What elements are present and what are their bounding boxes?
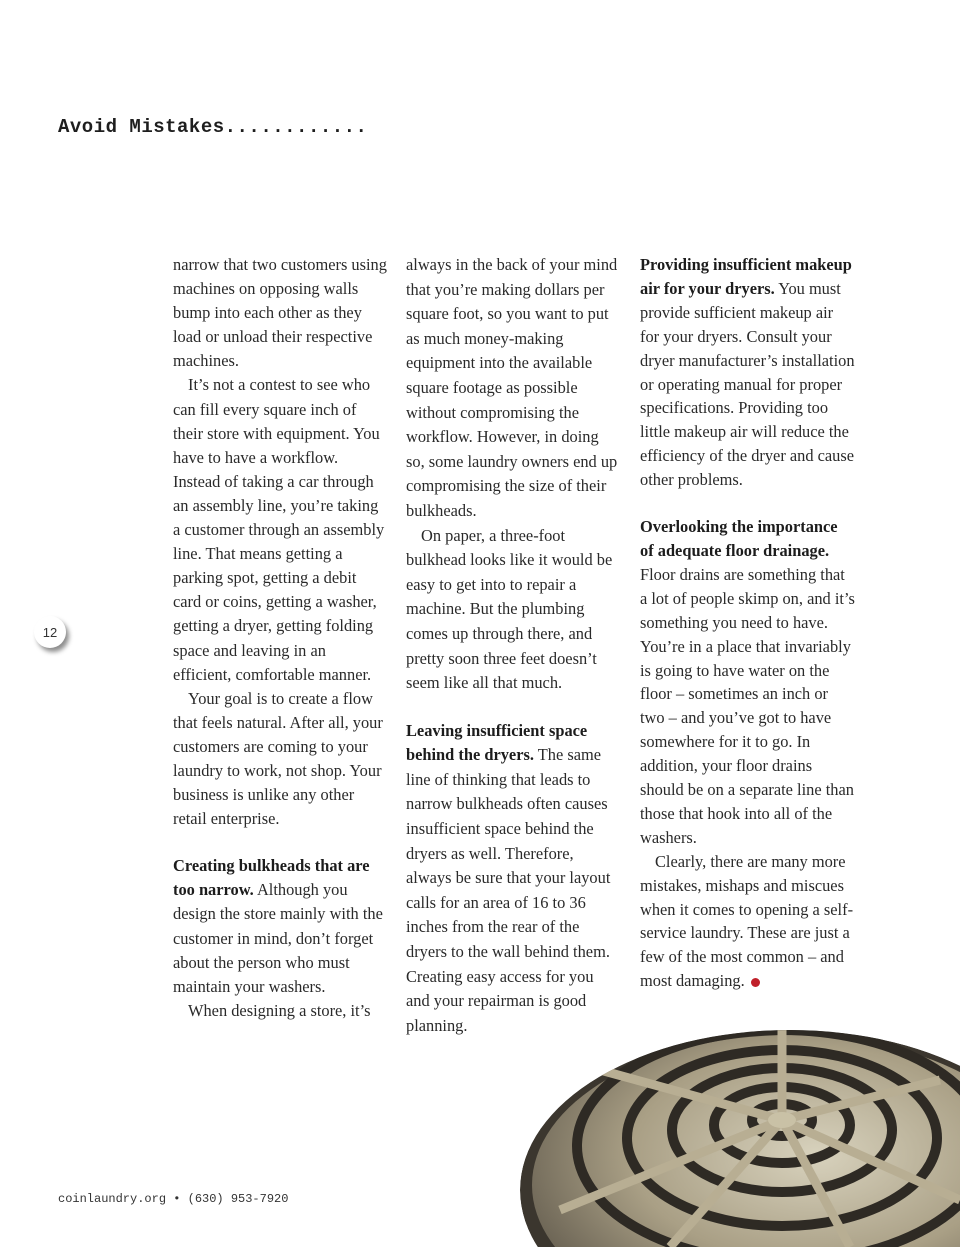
closing-paragraph — [640, 850, 855, 993]
floor-drain-image — [520, 1020, 960, 1247]
paragraph-text: Floor drains are something that a lot of people skimp on, and it’s something you need to have. You’re in a place that invariably is going to have water on the floor – sometimes an inch or two – and you’ve got to have somewhere for it to go. In addition, your floor drains should be on a separate line than those that hook into all of the washers. — [640, 564, 855, 847]
paragraph-text: Clearly, there are many more mistakes, mishaps and miscues when it comes to opening a self-service laundry. These are just a few of the most common – and most damaging. — [640, 851, 854, 991]
subheading-paragraph — [173, 854, 388, 999]
end-of-article-dot-icon — [751, 978, 760, 987]
subheading-paragraph — [406, 719, 618, 1039]
body-paragraph: When designing a store, it’s — [188, 1000, 371, 1020]
page-number-badge: 12 — [34, 616, 66, 648]
subheading-paragraph — [640, 253, 855, 492]
text-column-3 — [640, 253, 855, 993]
text-column-1 — [173, 253, 388, 1023]
section-title: Avoid Mistakes............ — [58, 116, 368, 138]
body-paragraph: Your goal is to create a flow that feels natural. After all, your customers are coming to your laundry to work, not shop. Your business is unlike any other retail enterprise. — [173, 688, 383, 829]
paragraph-text: The same line of thinking that leads to narrow bulkheads often causes insufficient space behind the dryers as well. Therefore, always be sure that your layout calls for an area of 16 to 36 inches from the rear of the dryers to the wall behind them. Creating easy access for you and your repairman is good planning. — [406, 745, 611, 1035]
body-paragraph: narrow that two customers using machines on opposing walls bump into each other as they load or unload their respective machines. — [173, 255, 387, 371]
subheading-lead: Overlooking the importance of adequate floor drainage. — [640, 517, 838, 560]
subheading-lead: Leaving insufficient space behind the dryers. — [406, 720, 588, 765]
body-paragraph: always in the back of your mind that you’re making dollars per square foot, so you want to put as much money-making equipment into the available square footage as possible without compromising the workflow. However, in doing so, some laundry owners end up compromising the size of their bulkheads. — [406, 255, 618, 520]
paragraph-text: Although you design the store mainly with the customer in mind, don’t forget about the person who must maintain your washers. — [173, 880, 383, 996]
paragraph-text: You must provide sufficient makeup air for your dryers. Consult your dryer manufacturer’s installation or operating manual for proper specifications. Providing too little makeup air will reduce the efficiency of the dryer and cause other problems. — [640, 278, 855, 490]
subheading-lead: Creating bulkheads that are too narrow. — [173, 856, 370, 900]
drain-grate — [520, 1030, 960, 1247]
subheading-paragraph — [640, 515, 855, 850]
subheading-lead: Providing insufficient makeup air for your dryers. — [640, 255, 852, 298]
footer-contact: coinlaundry.org • (630) 953-7920 — [58, 1192, 289, 1206]
body-paragraph: It’s not a contest to see who can fill every square inch of their store with equipment. You have to have a workflow. Instead of taking a car through an assembly line, you’re taking a customer through an assembly line. That means getting a parking spot, getting a debit card or coins, getting a washer, getting a dryer, getting folding space and leaving in an efficient, comfortable manner. — [173, 375, 385, 684]
body-paragraph: On paper, a three-foot bulkhead looks like it would be easy to get into to repair a machine. But the plumbing comes up through there, and pretty soon three feet doesn’t seem like all that much. — [406, 525, 613, 693]
text-column-2 — [406, 253, 618, 1038]
